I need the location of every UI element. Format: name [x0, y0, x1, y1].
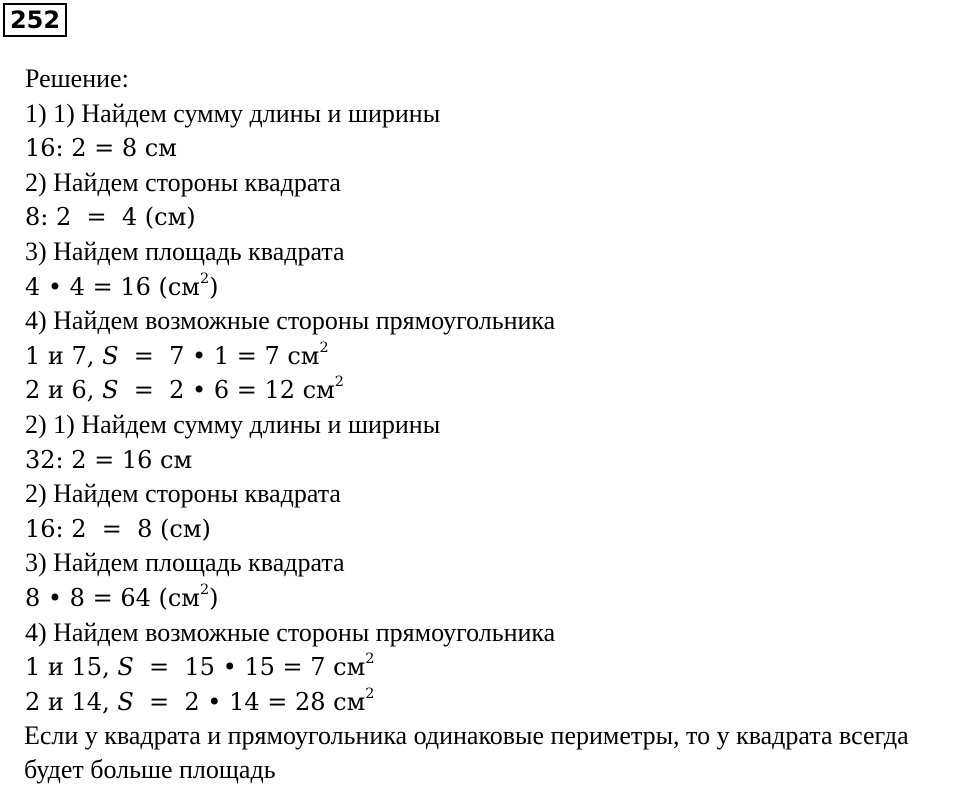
part1-step3-title: 3) Найдем площадь квадрата — [25, 236, 345, 266]
task-number-badge — [3, 3, 67, 37]
part2-step3-main: 8 • 8 = 64 (см — [25, 583, 200, 612]
part2-step3-title: 3) Найдем площадь квадрата — [25, 548, 345, 578]
part2-option1 — [25, 650, 960, 685]
part1-option1-main: = 7 • 1 = 7 см — [118, 341, 320, 370]
part2-option2-pre: 2 и 14, — [25, 687, 118, 716]
solution-heading: Решение: — [25, 64, 129, 93]
part2-step2-title: 2) Найдем стороны квадрата — [25, 479, 341, 509]
part1-option1-pre: 1 и 7, — [25, 341, 103, 370]
part2-option1-var: S — [117, 653, 134, 682]
part2-step3-end: ) — [209, 583, 219, 612]
part1-step3-calc — [25, 270, 960, 305]
part1-step3-sup: 2 — [199, 270, 210, 287]
part2-option2 — [25, 685, 960, 720]
part1-step1-calc: 16: 2 = 8 см — [25, 134, 177, 163]
part1-step3-end: ) — [209, 272, 219, 301]
part2-option2-sup: 2 — [365, 685, 375, 702]
part1-option2-var: S — [102, 376, 119, 405]
part1-option1-var: S — [102, 341, 119, 370]
part1-step2-title: 2) Найдем стороны квадрата — [25, 167, 341, 197]
part2-step3-sup: 2 — [199, 582, 210, 599]
part1-step4-title: 4) Найдем возможные стороны прямоугольника — [25, 306, 556, 336]
part1-step3-main: 4 • 4 = 16 (см — [25, 272, 200, 301]
part2-option1-sup: 2 — [365, 651, 375, 668]
part1-option2 — [25, 373, 960, 408]
part2-option1-main: = 15 • 15 = 7 см — [133, 653, 366, 682]
part1-option1 — [25, 339, 960, 374]
part2-step1-title: 2) 1) Найдем сумму длины и ширины — [25, 409, 441, 439]
part2-option2-main: = 2 • 14 = 28 см — [133, 687, 366, 716]
part1-option2-main: = 2 • 6 = 12 см — [118, 376, 335, 405]
part2-step1-calc: 32: 2 = 16 см — [25, 445, 193, 474]
task-number: 252 — [9, 6, 61, 34]
part2-option2-var: S — [117, 687, 134, 716]
conclusion-text: Если у квадрата и прямоугольника одинаковые периметры, то у квадрата всегда будет больше площадь — [24, 721, 909, 785]
part1-option2-sup: 2 — [334, 374, 344, 391]
solution-content — [25, 62, 960, 787]
part1-option2-pre: 2 и 6, — [25, 376, 103, 405]
part1-option1-sup: 2 — [319, 339, 329, 356]
part2-step3-calc — [25, 581, 960, 616]
part1-step2-calc: 8: 2 = 4 (см) — [25, 203, 196, 232]
part2-step4-title: 4) Найдем возможные стороны прямоугольника — [25, 617, 556, 647]
part2-step2-calc: 16: 2 = 8 (см) — [25, 514, 211, 543]
part1-step1-title: 1) 1) Найдем сумму длины и ширины — [25, 98, 441, 128]
part2-option1-pre: 1 и 15, — [25, 653, 118, 682]
